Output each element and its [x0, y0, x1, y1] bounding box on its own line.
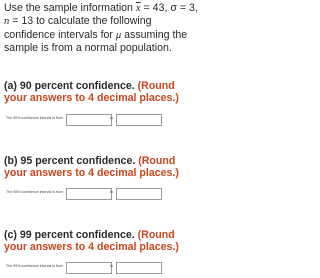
intro-text-3: = 13 to calculate the following confidence intervals for — [4, 15, 152, 41]
to-label-c: to — [110, 264, 113, 268]
question-b-hint: (Round your answers to 4 decimal places.) — [4, 155, 179, 180]
upper-bound-input-a[interactable] — [116, 114, 162, 126]
mu-symbol: μ — [115, 29, 122, 41]
question-a-prefix: (a) 90 percent confidence. — [4, 80, 135, 92]
problem-statement — [4, 2, 198, 55]
answer-row-c — [4, 261, 194, 273]
question-a — [4, 80, 198, 105]
interval-label-a: The 90% confidence interval is from — [6, 116, 64, 120]
to-label-b: to — [110, 190, 113, 194]
question-c — [4, 229, 198, 254]
answer-row-b — [4, 187, 194, 199]
to-label-a: to — [110, 116, 113, 120]
lower-bound-input-b[interactable] — [66, 188, 112, 200]
n-symbol: n — [4, 16, 10, 28]
question-c-hint: (Round your answers to 4 decimal places.) — [4, 229, 179, 254]
question-a-hint: (Round your answers to 4 decimal places.) — [4, 80, 179, 105]
question-b-prefix: (b) 95 percent confidence. — [4, 155, 136, 167]
interval-label-b: The 95% confidence interval is from — [6, 190, 64, 194]
intro-text-4: assuming the sample is from a normal population. — [4, 28, 188, 55]
intro-text-1: Use the sample information — [4, 2, 136, 14]
question-b — [4, 155, 198, 180]
lower-bound-input-a[interactable] — [66, 114, 112, 126]
answer-row-a — [4, 113, 194, 125]
interval-label-c: The 99% confidence interval is from — [6, 264, 64, 268]
lower-bound-input-c[interactable] — [66, 262, 112, 274]
xbar-symbol: $\overline{x}$ — [135, 3, 141, 14]
upper-bound-input-c[interactable] — [116, 262, 162, 274]
intro-text-2: = 43, σ = 3, — [140, 2, 198, 14]
question-c-prefix: (c) 99 percent confidence. — [4, 229, 135, 241]
upper-bound-input-b[interactable] — [116, 188, 162, 200]
